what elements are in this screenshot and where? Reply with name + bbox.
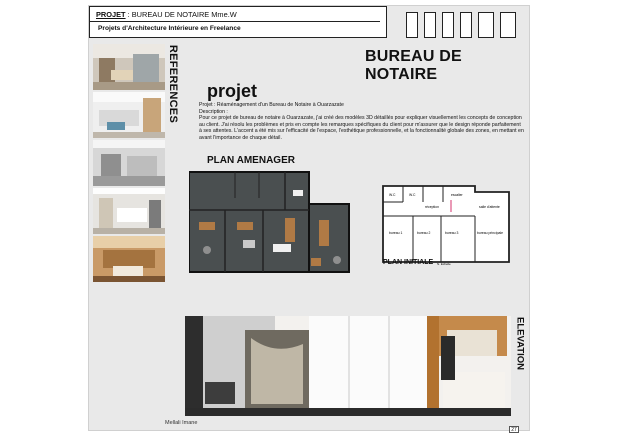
title-block: [89, 6, 387, 38]
reference-photos: [93, 44, 165, 284]
page-number: 27: [509, 426, 519, 433]
subtitle: Projets d'Architecture Intérieure en Freelance: [98, 25, 241, 32]
portfolio-sheet: [88, 5, 530, 431]
elevation-render: [185, 316, 511, 416]
box-6: [500, 12, 516, 38]
box-1: [406, 12, 418, 38]
description-line-2: Description :: [199, 108, 228, 115]
room-escalier: escalier: [451, 193, 463, 197]
project-line: [96, 10, 237, 19]
project-label: PROJET: [96, 10, 126, 19]
room-wc-2: W.C: [409, 193, 416, 197]
room-bureau-3: bureau 3: [445, 231, 459, 235]
box-2: [424, 12, 436, 38]
room-salle-attente: salle d'attente: [479, 205, 500, 209]
title-boxes: [406, 12, 516, 38]
box-4: [460, 12, 472, 38]
author-name: Mellali Imane: [165, 420, 198, 426]
main-title: BUREAU DE NOTAIRE: [365, 48, 462, 83]
reference-photo-3: [93, 140, 165, 186]
project-value: : BUREAU DE NOTAIRE Mme.W: [125, 10, 237, 19]
description-body: Pour ce projet de bureau de notaire à Ouarzazate, j'ai créé des modèles 3D détaillés pour expliquer visuellement les concepts de conception au client. J'ai résolu les problèmes et pris en compte les remarques spécifiques du client pour m'assurer que le design réponde parfaitement à ses attentes. L'accent a été mis sur l'efficacité de l'espace, l'esthétique professionnelle, et la fonctionnalité globale des zones, en mettant en avant l'importance de chaque détail.: [199, 115, 524, 141]
reference-photo-5: [93, 236, 165, 282]
plan-initiale-label: PLAN INITIALE: [383, 259, 434, 266]
box-3: [442, 12, 454, 38]
references-heading: REFERENCES: [167, 44, 179, 124]
description-line-1: Projet : Réaménagement d'un Bureau de Notaire à Ouarzazate: [199, 102, 344, 108]
room-wc-1: W.C: [389, 193, 396, 197]
furnished-floor-plan: [189, 170, 357, 274]
reference-photo-1: [93, 44, 165, 90]
room-bureau-2: bureau 2: [417, 231, 431, 235]
box-5: [478, 12, 494, 38]
project-description: [199, 102, 525, 142]
initial-floor-plan: [379, 182, 515, 266]
reference-photo-2: [93, 92, 165, 138]
room-bureau-1: bureau 1: [389, 231, 403, 235]
room-bureau-principal: bureau principale: [477, 231, 504, 235]
room-reception: réception: [425, 205, 439, 209]
reference-photo-4: [93, 188, 165, 234]
scale-note: N. Echelle: [437, 262, 451, 266]
elevation-heading: ELEVATION: [514, 317, 526, 370]
projet-heading: projet: [207, 81, 258, 101]
plan-amenager-label: PLAN AMENAGER: [207, 155, 295, 166]
